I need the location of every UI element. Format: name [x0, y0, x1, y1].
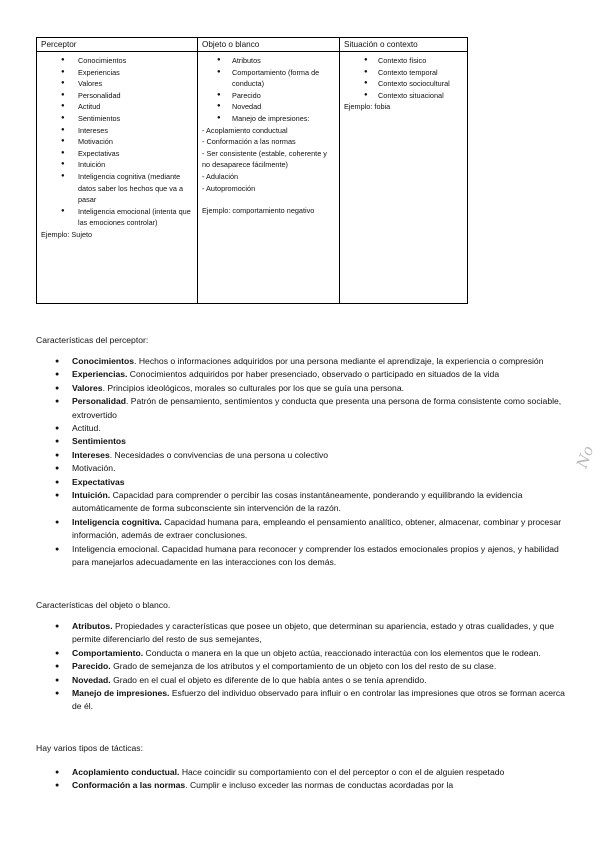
tactic-line: - Acoplamiento conductual	[202, 125, 288, 135]
cell-objeto	[198, 52, 340, 303]
list-item: ● Parecido. Grado de semejanza de los atributos y el comportamiento de un objeto con los del resto de su clase.	[36, 660, 566, 673]
list-item: ● Intuición	[41, 159, 193, 171]
list-item: ● Inteligencia emocional (intenta que las emociones controlar)	[41, 206, 193, 229]
list-item: ● Inteligencia cognitiva. Capacidad humana para, empleando el pensamiento analítico, obtener, almacenar, combinar y procesar información, además de extraer conclusiones.	[36, 516, 566, 543]
margin-handwritten-note: No	[572, 443, 598, 471]
header-objeto: Objeto o blanco	[198, 38, 340, 51]
list-item: ● Experiencias	[41, 67, 193, 79]
list-item: ● Experiencias. Conocimientos adquiridos por haber presenciado, observado o participado en situados de la vida	[36, 368, 566, 381]
list-item: ● Contexto físico	[344, 55, 463, 67]
objeto-characteristics-list	[36, 620, 566, 714]
list-item: ● Valores. Principios ideológicos, morales so culturales por los que se guía una persona.	[36, 382, 566, 395]
list-item: ● Atributos. Propiedades y características que posee un objeto, que determinan su apariencia, estado y otras cualidades, y que permite diferenciarlo del resto de sus semejantes,	[36, 620, 566, 647]
header-perceptor: Perceptor	[37, 38, 198, 51]
list-item: ● Acoplamiento conductual. Hace coincidir su comportamiento con el del perceptor o con el de alguien respetado	[36, 766, 566, 779]
list-item: ● Manejo de impresiones. Esfuerzo del individuo observado para influir o en controlar las impresiones que otros se forman acerca de él.	[36, 687, 566, 714]
table-body-row	[37, 52, 467, 303]
cell-situacion	[340, 52, 467, 303]
list-item: ● Contexto temporal	[344, 67, 463, 79]
list-item: ● Actitud.	[36, 422, 566, 435]
list-item: ● Conocimientos. Hechos o informaciones adquiridos por una persona mediante el aprendizaje, la experiencia o compresión	[36, 355, 566, 368]
tactics-list	[36, 766, 566, 793]
list-item: ● Intereses. Necesidades o convivencias de una persona u colectivo	[36, 449, 566, 462]
list-item: ● Inteligencia cognitiva (mediante datos saber los hechos que va a pasar	[41, 171, 193, 206]
table-header-row	[37, 38, 467, 52]
objeto-list	[202, 55, 335, 125]
list-item: ● Comportamiento (forma de conducta)	[202, 67, 335, 90]
perceptor-list	[41, 55, 193, 229]
list-item: ● Atributos	[202, 55, 335, 67]
perceptor-section-title: Características del perceptor:	[36, 335, 149, 345]
tactic-line: - Adulación	[202, 171, 239, 181]
list-item: ● Intereses	[41, 125, 193, 137]
list-item: ● Motivación	[41, 136, 193, 148]
list-item: ● Intuición. Capacidad para comprender o percibir las cosas instantáneamente, ponderando y equilibrando la evidencia automáticamente de forma subconsciente sin intervención de la razón.	[36, 489, 566, 516]
list-item: ● Personalidad. Patrón de pensamiento, sentimientos y conducta que presenta una persona de forma consistente como sociable, extrovertido	[36, 395, 566, 422]
tactic-line: - Conformación a las normas	[202, 137, 296, 147]
situacion-list	[344, 55, 463, 101]
situacion-example: Ejemplo: fobia	[344, 102, 391, 112]
list-item: ● Parecido	[202, 90, 335, 102]
list-item: ● Valores	[41, 78, 193, 90]
perceptor-example: Ejemplo: Sujeto	[41, 229, 93, 239]
list-item: ● Inteligencia emocional. Capacidad humana para reconocer y comprender los estados emocionales propios y ajenos, y habilidad para manejarlos adecuadamente en las interacciones con los demás.	[36, 543, 566, 570]
list-item: ● Contexto situacional	[344, 90, 463, 102]
tactic-line: - Autopromoción	[202, 183, 256, 193]
list-item: ● Personalidad	[41, 90, 193, 102]
cell-perceptor	[37, 52, 198, 303]
list-item: ● Expectativas	[41, 148, 193, 160]
tactic-line: - Ser consistente (estable, coherente y no desaparece fácilmente)	[202, 148, 327, 170]
list-item: ● Sentimientos	[36, 435, 566, 448]
objeto-section-title: Características del objeto o blanco.	[36, 600, 171, 610]
header-situacion: Situación o contexto	[344, 40, 418, 49]
list-item: ● Novedad	[202, 101, 335, 113]
list-item: ● Actitud	[41, 101, 193, 113]
list-item: ● Sentimientos	[41, 113, 193, 125]
perceptor-characteristics-list	[36, 355, 566, 570]
tactics-section-title: Hay varios tipos de tácticas:	[36, 743, 143, 753]
list-item: ● Conformación a las normas. Cumplir e incluso exceder las normas de conductas acordadas por la	[36, 779, 566, 792]
list-item: ● Comportamiento. Conducta o manera en la que un objeto actúa, reaccionado interactúa con los elementos que le rodean.	[36, 647, 566, 660]
objeto-example: Ejemplo: comportamiento negativo	[202, 206, 315, 216]
perception-table	[36, 37, 468, 304]
list-item: ● Motivación.	[36, 462, 566, 475]
list-item: ● Novedad. Grado en el cual el objeto es diferente de lo que había antes o se tenía aprendido.	[36, 674, 566, 687]
list-item: ● Conocimientos	[41, 55, 193, 67]
list-item: ● Expectativas	[36, 476, 566, 489]
list-item: ● Contexto sociocultural	[344, 78, 463, 90]
list-item: ● Manejo de impresiones:	[202, 113, 335, 125]
